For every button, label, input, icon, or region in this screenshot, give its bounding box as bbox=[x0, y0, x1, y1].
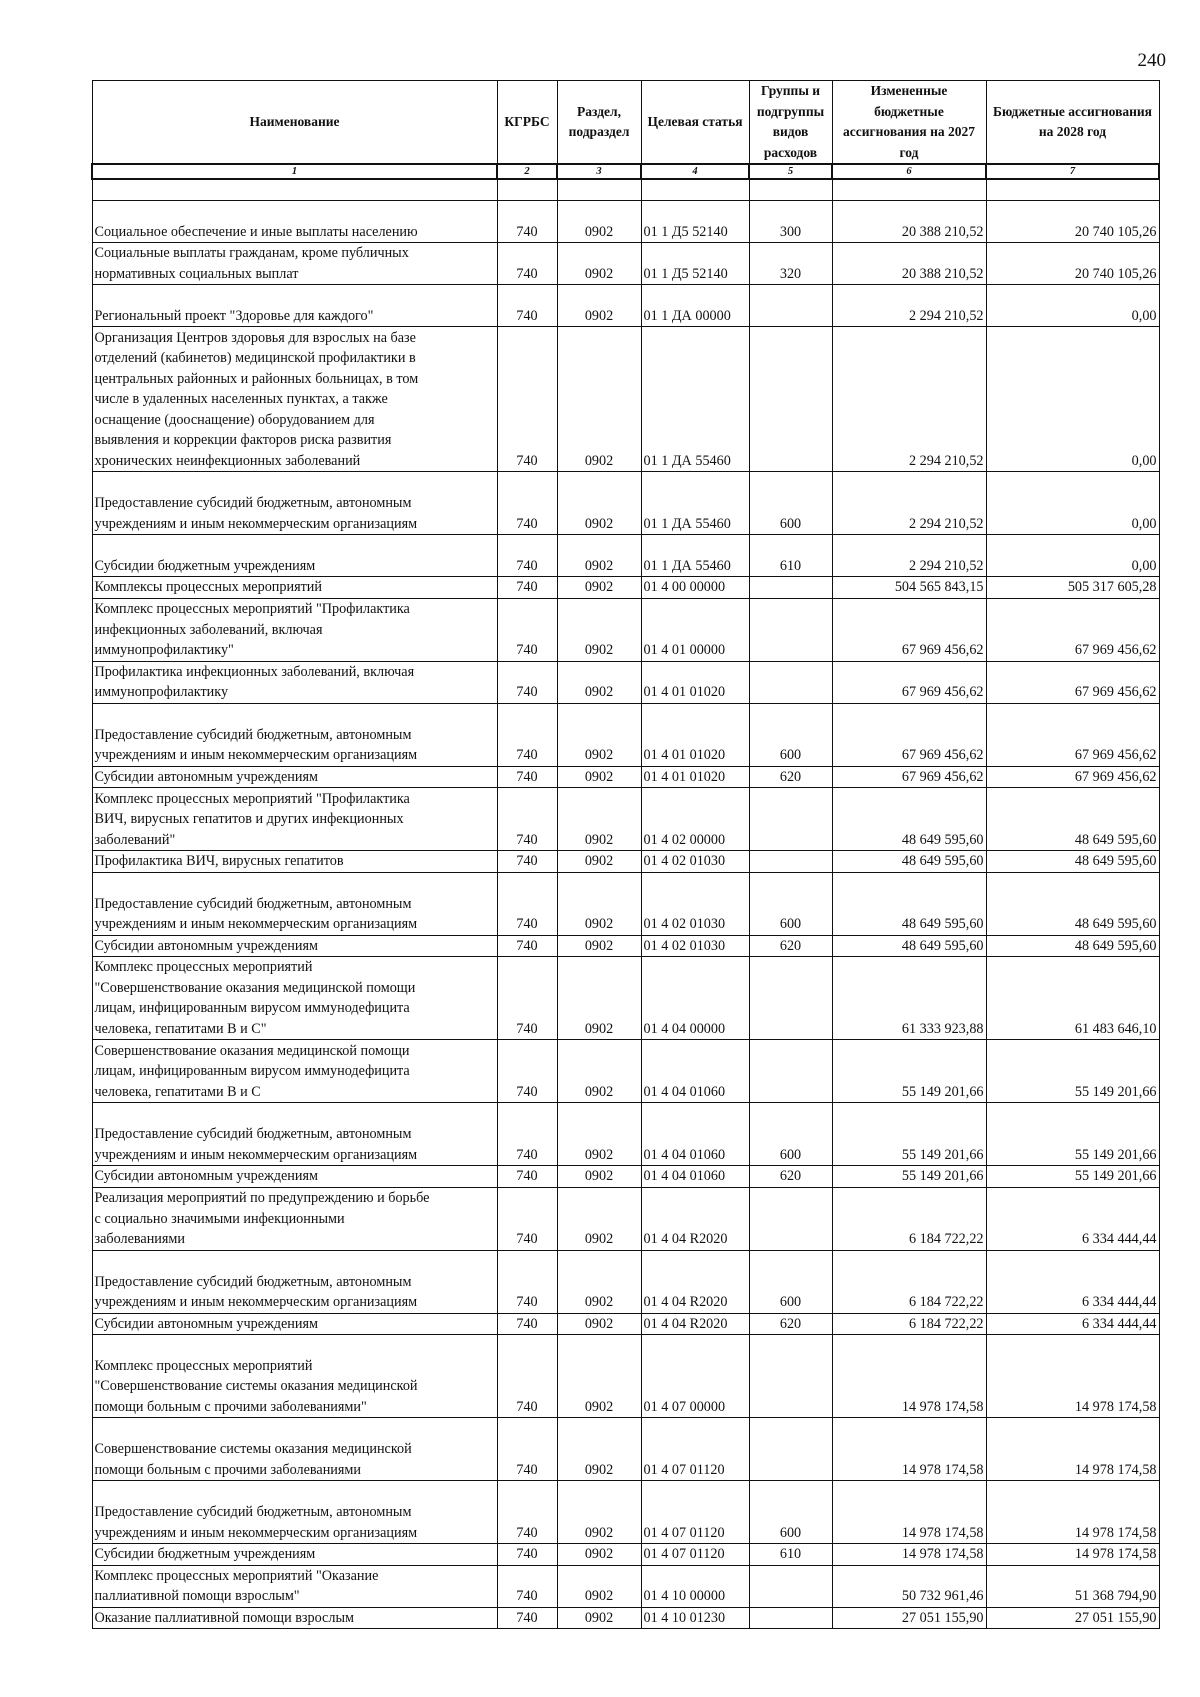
row-article: 01 4 07 01120 bbox=[641, 1481, 749, 1544]
row-section: 0902 bbox=[557, 1313, 641, 1335]
table-row bbox=[92, 1250, 1159, 1313]
row-kgrbs: 740 bbox=[497, 1166, 557, 1188]
table-row bbox=[92, 1544, 1159, 1566]
budget-table bbox=[91, 80, 1160, 1629]
header-2028: Бюджетные ассигнования на 2028 год bbox=[986, 81, 1159, 165]
row-section: 0902 bbox=[557, 957, 641, 1040]
row-amount-2028: 48 649 595,60 bbox=[986, 851, 1159, 873]
row-amount-2028: 0,00 bbox=[986, 285, 1159, 327]
table-row bbox=[92, 1335, 1159, 1418]
row-group: 300 bbox=[749, 201, 832, 243]
row-section: 0902 bbox=[557, 577, 641, 599]
row-kgrbs: 740 bbox=[497, 1481, 557, 1544]
row-section: 0902 bbox=[557, 285, 641, 327]
row-amount-2027: 14 978 174,58 bbox=[832, 1544, 986, 1566]
row-article: 01 4 02 01030 bbox=[641, 851, 749, 873]
row-name: Комплексы процессных мероприятий bbox=[92, 577, 497, 599]
row-amount-2028: 14 978 174,58 bbox=[986, 1544, 1159, 1566]
row-amount-2028: 14 978 174,58 bbox=[986, 1418, 1159, 1481]
row-article: 01 1 ДА 55460 bbox=[641, 472, 749, 535]
row-section: 0902 bbox=[557, 1250, 641, 1313]
row-group: 600 bbox=[749, 1481, 832, 1544]
row-section: 0902 bbox=[557, 472, 641, 535]
row-article: 01 4 02 01030 bbox=[641, 935, 749, 957]
row-name: Совершенствование оказания медицинской помощи лицам, инфицированным вирусом иммунодефицита человека, гепатитами В и С bbox=[92, 1040, 497, 1103]
row-group bbox=[749, 577, 832, 599]
row-section: 0902 bbox=[557, 1335, 641, 1418]
table-row bbox=[92, 1565, 1159, 1607]
row-section: 0902 bbox=[557, 872, 641, 935]
row-group bbox=[749, 327, 832, 472]
row-amount-2028: 55 149 201,66 bbox=[986, 1040, 1159, 1103]
row-amount-2027: 67 969 456,62 bbox=[832, 661, 986, 703]
row-article: 01 4 04 R2020 bbox=[641, 1250, 749, 1313]
row-amount-2027: 27 051 155,90 bbox=[832, 1607, 986, 1629]
column-number: 6 bbox=[832, 164, 986, 179]
row-section: 0902 bbox=[557, 1166, 641, 1188]
row-kgrbs: 740 bbox=[497, 1565, 557, 1607]
row-section: 0902 bbox=[557, 201, 641, 243]
row-kgrbs: 740 bbox=[497, 577, 557, 599]
table-row bbox=[92, 661, 1159, 703]
row-article: 01 4 04 R2020 bbox=[641, 1313, 749, 1335]
row-kgrbs: 740 bbox=[497, 957, 557, 1040]
row-article: 01 4 10 00000 bbox=[641, 1565, 749, 1607]
table-row bbox=[92, 598, 1159, 661]
row-name: Комплекс процессных мероприятий "Профилактика инфекционных заболеваний, включая иммунопрофилактику" bbox=[92, 598, 497, 661]
row-group: 600 bbox=[749, 703, 832, 766]
row-name: Предоставление субсидий бюджетным, автономным учреждениям и иным некоммерческим организациям bbox=[92, 1250, 497, 1313]
row-section: 0902 bbox=[557, 598, 641, 661]
row-kgrbs: 740 bbox=[497, 201, 557, 243]
table-row bbox=[92, 577, 1159, 599]
row-amount-2027: 2 294 210,52 bbox=[832, 285, 986, 327]
row-group: 610 bbox=[749, 535, 832, 577]
table-row bbox=[92, 285, 1159, 327]
row-article: 01 4 10 01230 bbox=[641, 1607, 749, 1629]
row-amount-2028: 48 649 595,60 bbox=[986, 788, 1159, 851]
row-amount-2027: 50 732 961,46 bbox=[832, 1565, 986, 1607]
row-article: 01 4 01 00000 bbox=[641, 598, 749, 661]
table-row bbox=[92, 243, 1159, 285]
row-section: 0902 bbox=[557, 1481, 641, 1544]
table-row bbox=[92, 788, 1159, 851]
row-section: 0902 bbox=[557, 243, 641, 285]
table-row bbox=[92, 1103, 1159, 1166]
row-section: 0902 bbox=[557, 851, 641, 873]
header-section: Раздел, подраздел bbox=[557, 81, 641, 165]
row-kgrbs: 740 bbox=[497, 766, 557, 788]
row-amount-2027: 55 149 201,66 bbox=[832, 1040, 986, 1103]
row-amount-2028: 14 978 174,58 bbox=[986, 1335, 1159, 1418]
row-article: 01 4 02 01030 bbox=[641, 872, 749, 935]
row-group bbox=[749, 1565, 832, 1607]
row-group bbox=[749, 1335, 832, 1418]
row-section: 0902 bbox=[557, 1418, 641, 1481]
row-name: Профилактика инфекционных заболеваний, включая иммунопрофилактику bbox=[92, 661, 497, 703]
row-section: 0902 bbox=[557, 1565, 641, 1607]
row-amount-2028: 61 483 646,10 bbox=[986, 957, 1159, 1040]
table-row bbox=[92, 1166, 1159, 1188]
row-amount-2027: 48 649 595,60 bbox=[832, 872, 986, 935]
row-group bbox=[749, 598, 832, 661]
row-amount-2027: 6 184 722,22 bbox=[832, 1313, 986, 1335]
table-row bbox=[92, 766, 1159, 788]
header-kgrbs: КГРБС bbox=[497, 81, 557, 165]
row-amount-2028: 505 317 605,28 bbox=[986, 577, 1159, 599]
row-kgrbs: 740 bbox=[497, 935, 557, 957]
row-amount-2028: 0,00 bbox=[986, 535, 1159, 577]
row-amount-2027: 48 649 595,60 bbox=[832, 935, 986, 957]
row-article: 01 4 02 00000 bbox=[641, 788, 749, 851]
row-name: Комплекс процессных мероприятий "Совершенствование системы оказания медицинской помощи больным с прочими заболеваниями" bbox=[92, 1335, 497, 1418]
row-article: 01 4 04 01060 bbox=[641, 1040, 749, 1103]
row-article: 01 4 01 01020 bbox=[641, 703, 749, 766]
table-row bbox=[92, 1481, 1159, 1544]
row-amount-2027: 2 294 210,52 bbox=[832, 327, 986, 472]
row-amount-2028: 67 969 456,62 bbox=[986, 766, 1159, 788]
row-name: Совершенствование системы оказания медицинской помощи больным с прочими заболеваниями bbox=[92, 1418, 497, 1481]
row-kgrbs: 740 bbox=[497, 1040, 557, 1103]
row-name: Региональный проект "Здоровье для каждого" bbox=[92, 285, 497, 327]
row-article: 01 4 04 R2020 bbox=[641, 1187, 749, 1250]
table-row bbox=[92, 201, 1159, 243]
row-kgrbs: 740 bbox=[497, 851, 557, 873]
column-number: 1 bbox=[92, 164, 497, 179]
header-2027: Измененные бюджетные ассигнования на 2027 год bbox=[832, 81, 986, 165]
table-row bbox=[92, 957, 1159, 1040]
header-groups: Группы и подгруппы видов расходов bbox=[749, 81, 832, 165]
row-name: Профилактика ВИЧ, вирусных гепатитов bbox=[92, 851, 497, 873]
row-article: 01 4 00 00000 bbox=[641, 577, 749, 599]
row-amount-2028: 67 969 456,62 bbox=[986, 703, 1159, 766]
row-amount-2027: 14 978 174,58 bbox=[832, 1418, 986, 1481]
row-amount-2028: 6 334 444,44 bbox=[986, 1187, 1159, 1250]
row-article: 01 1 ДА 55460 bbox=[641, 535, 749, 577]
column-number: 3 bbox=[557, 164, 641, 179]
row-article: 01 4 01 01020 bbox=[641, 661, 749, 703]
row-name: Субсидии автономным учреждениям bbox=[92, 766, 497, 788]
row-article: 01 4 04 00000 bbox=[641, 957, 749, 1040]
spacer-row bbox=[92, 179, 1159, 201]
column-number-row bbox=[92, 164, 1159, 179]
row-kgrbs: 740 bbox=[497, 535, 557, 577]
header-article: Целевая статья bbox=[641, 81, 749, 165]
table-row bbox=[92, 703, 1159, 766]
row-group bbox=[749, 1607, 832, 1629]
row-group: 620 bbox=[749, 1166, 832, 1188]
row-amount-2028: 51 368 794,90 bbox=[986, 1565, 1159, 1607]
row-name: Социальные выплаты гражданам, кроме публичных нормативных социальных выплат bbox=[92, 243, 497, 285]
table-row bbox=[92, 1187, 1159, 1250]
table-row bbox=[92, 535, 1159, 577]
row-amount-2028: 20 740 105,26 bbox=[986, 201, 1159, 243]
column-number: 4 bbox=[641, 164, 749, 179]
row-section: 0902 bbox=[557, 535, 641, 577]
row-section: 0902 bbox=[557, 1103, 641, 1166]
row-section: 0902 bbox=[557, 1544, 641, 1566]
row-name: Комплекс процессных мероприятий "Профилактика ВИЧ, вирусных гепатитов и других инфекционных заболеваний" bbox=[92, 788, 497, 851]
column-number: 5 bbox=[749, 164, 832, 179]
table-row bbox=[92, 935, 1159, 957]
column-number: 2 bbox=[497, 164, 557, 179]
row-section: 0902 bbox=[557, 788, 641, 851]
row-amount-2028: 6 334 444,44 bbox=[986, 1313, 1159, 1335]
row-amount-2028: 55 149 201,66 bbox=[986, 1166, 1159, 1188]
row-kgrbs: 740 bbox=[497, 1544, 557, 1566]
row-name: Предоставление субсидий бюджетным, автономным учреждениям и иным некоммерческим организациям bbox=[92, 472, 497, 535]
row-amount-2028: 0,00 bbox=[986, 327, 1159, 472]
row-amount-2027: 61 333 923,88 bbox=[832, 957, 986, 1040]
row-amount-2028: 0,00 bbox=[986, 472, 1159, 535]
row-amount-2027: 67 969 456,62 bbox=[832, 598, 986, 661]
row-name: Предоставление субсидий бюджетным, автономным учреждениям и иным некоммерческим организациям bbox=[92, 1481, 497, 1544]
row-article: 01 4 07 01120 bbox=[641, 1544, 749, 1566]
row-amount-2027: 504 565 843,15 bbox=[832, 577, 986, 599]
row-article: 01 4 04 01060 bbox=[641, 1103, 749, 1166]
row-name: Предоставление субсидий бюджетным, автономным учреждениям и иным некоммерческим организациям bbox=[92, 872, 497, 935]
row-section: 0902 bbox=[557, 1040, 641, 1103]
row-amount-2028: 48 649 595,60 bbox=[986, 872, 1159, 935]
page-number: 240 bbox=[1137, 50, 1166, 71]
table-row bbox=[92, 872, 1159, 935]
row-group: 610 bbox=[749, 1544, 832, 1566]
row-amount-2027: 6 184 722,22 bbox=[832, 1187, 986, 1250]
table-row bbox=[92, 851, 1159, 873]
row-section: 0902 bbox=[557, 935, 641, 957]
row-group: 620 bbox=[749, 1313, 832, 1335]
table-row bbox=[92, 1418, 1159, 1481]
row-name: Субсидии бюджетным учреждениям bbox=[92, 535, 497, 577]
row-amount-2027: 20 388 210,52 bbox=[832, 243, 986, 285]
row-amount-2027: 2 294 210,52 bbox=[832, 535, 986, 577]
row-kgrbs: 740 bbox=[497, 285, 557, 327]
row-amount-2027: 55 149 201,66 bbox=[832, 1103, 986, 1166]
row-amount-2028: 20 740 105,26 bbox=[986, 243, 1159, 285]
row-amount-2027: 55 149 201,66 bbox=[832, 1166, 986, 1188]
row-group: 600 bbox=[749, 472, 832, 535]
row-kgrbs: 740 bbox=[497, 788, 557, 851]
row-section: 0902 bbox=[557, 1187, 641, 1250]
row-article: 01 4 07 01120 bbox=[641, 1418, 749, 1481]
row-amount-2028: 67 969 456,62 bbox=[986, 661, 1159, 703]
row-kgrbs: 740 bbox=[497, 243, 557, 285]
row-name: Субсидии автономным учреждениям bbox=[92, 935, 497, 957]
table-row bbox=[92, 472, 1159, 535]
table-row bbox=[92, 1040, 1159, 1103]
row-kgrbs: 740 bbox=[497, 872, 557, 935]
row-amount-2028: 6 334 444,44 bbox=[986, 1250, 1159, 1313]
row-group bbox=[749, 1040, 832, 1103]
row-group: 620 bbox=[749, 935, 832, 957]
row-name: Субсидии бюджетным учреждениям bbox=[92, 1544, 497, 1566]
row-amount-2027: 14 978 174,58 bbox=[832, 1481, 986, 1544]
row-amount-2027: 20 388 210,52 bbox=[832, 201, 986, 243]
row-group bbox=[749, 1418, 832, 1481]
row-name: Комплекс процессных мероприятий "Оказание паллиативной помощи взрослым" bbox=[92, 1565, 497, 1607]
row-name: Социальное обеспечение и иные выплаты населению bbox=[92, 201, 497, 243]
row-kgrbs: 740 bbox=[497, 1607, 557, 1629]
row-amount-2028: 27 051 155,90 bbox=[986, 1607, 1159, 1629]
row-name: Организация Центров здоровья для взрослых на базе отделений (кабинетов) медицинской профилактики в центральных районных и районных больницах, в том числе в удаленных населенных пунктах, а также оснащение (дооснащение) оборудованием для выявления и коррекции факторов риска развития хронических неинфекционных заболеваний bbox=[92, 327, 497, 472]
row-name: Комплекс процессных мероприятий "Совершенствование оказания медицинской помощи лицам, инфицированным вирусом иммунодефицита человека, гепатитами В и С" bbox=[92, 957, 497, 1040]
row-name: Предоставление субсидий бюджетным, автономным учреждениям и иным некоммерческим организациям bbox=[92, 1103, 497, 1166]
row-amount-2027: 48 649 595,60 bbox=[832, 788, 986, 851]
table-row bbox=[92, 1313, 1159, 1335]
row-article: 01 4 04 01060 bbox=[641, 1166, 749, 1188]
row-amount-2028: 67 969 456,62 bbox=[986, 598, 1159, 661]
row-amount-2027: 6 184 722,22 bbox=[832, 1250, 986, 1313]
row-group bbox=[749, 661, 832, 703]
row-amount-2027: 67 969 456,62 bbox=[832, 703, 986, 766]
row-name: Оказание паллиативной помощи взрослым bbox=[92, 1607, 497, 1629]
row-article: 01 4 01 01020 bbox=[641, 766, 749, 788]
row-name: Субсидии автономным учреждениям bbox=[92, 1313, 497, 1335]
row-kgrbs: 740 bbox=[497, 1250, 557, 1313]
table-header-row bbox=[92, 81, 1159, 165]
row-kgrbs: 740 bbox=[497, 598, 557, 661]
table-body bbox=[92, 179, 1159, 1629]
table-row bbox=[92, 327, 1159, 472]
row-kgrbs: 740 bbox=[497, 1335, 557, 1418]
row-amount-2028: 48 649 595,60 bbox=[986, 935, 1159, 957]
row-kgrbs: 740 bbox=[497, 327, 557, 472]
row-amount-2027: 67 969 456,62 bbox=[832, 766, 986, 788]
row-article: 01 1 Д5 52140 bbox=[641, 243, 749, 285]
row-article: 01 1 ДА 00000 bbox=[641, 285, 749, 327]
row-group: 320 bbox=[749, 243, 832, 285]
row-amount-2028: 14 978 174,58 bbox=[986, 1481, 1159, 1544]
row-section: 0902 bbox=[557, 766, 641, 788]
row-name: Субсидии автономным учреждениям bbox=[92, 1166, 497, 1188]
row-group bbox=[749, 957, 832, 1040]
row-article: 01 4 07 00000 bbox=[641, 1335, 749, 1418]
row-amount-2027: 14 978 174,58 bbox=[832, 1335, 986, 1418]
row-amount-2027: 48 649 595,60 bbox=[832, 851, 986, 873]
row-group: 600 bbox=[749, 1103, 832, 1166]
row-name: Предоставление субсидий бюджетным, автономным учреждениям и иным некоммерческим организациям bbox=[92, 703, 497, 766]
row-section: 0902 bbox=[557, 703, 641, 766]
row-group: 620 bbox=[749, 766, 832, 788]
row-group: 600 bbox=[749, 1250, 832, 1313]
row-kgrbs: 740 bbox=[497, 1418, 557, 1481]
row-group bbox=[749, 285, 832, 327]
row-group bbox=[749, 851, 832, 873]
row-kgrbs: 740 bbox=[497, 661, 557, 703]
row-group bbox=[749, 1187, 832, 1250]
column-number: 7 bbox=[986, 164, 1159, 179]
row-kgrbs: 740 bbox=[497, 472, 557, 535]
row-group: 600 bbox=[749, 872, 832, 935]
row-amount-2028: 55 149 201,66 bbox=[986, 1103, 1159, 1166]
row-section: 0902 bbox=[557, 327, 641, 472]
row-name: Реализация мероприятий по предупреждению и борьбе с социально значимыми инфекционными заболеваниями bbox=[92, 1187, 497, 1250]
row-amount-2027: 2 294 210,52 bbox=[832, 472, 986, 535]
row-article: 01 1 Д5 52140 bbox=[641, 201, 749, 243]
row-section: 0902 bbox=[557, 661, 641, 703]
row-kgrbs: 740 bbox=[497, 1103, 557, 1166]
row-group bbox=[749, 788, 832, 851]
row-section: 0902 bbox=[557, 1607, 641, 1629]
row-kgrbs: 740 bbox=[497, 703, 557, 766]
row-kgrbs: 740 bbox=[497, 1187, 557, 1250]
header-name: Наименование bbox=[92, 81, 497, 165]
row-kgrbs: 740 bbox=[497, 1313, 557, 1335]
table-row bbox=[92, 1607, 1159, 1629]
row-article: 01 1 ДА 55460 bbox=[641, 327, 749, 472]
